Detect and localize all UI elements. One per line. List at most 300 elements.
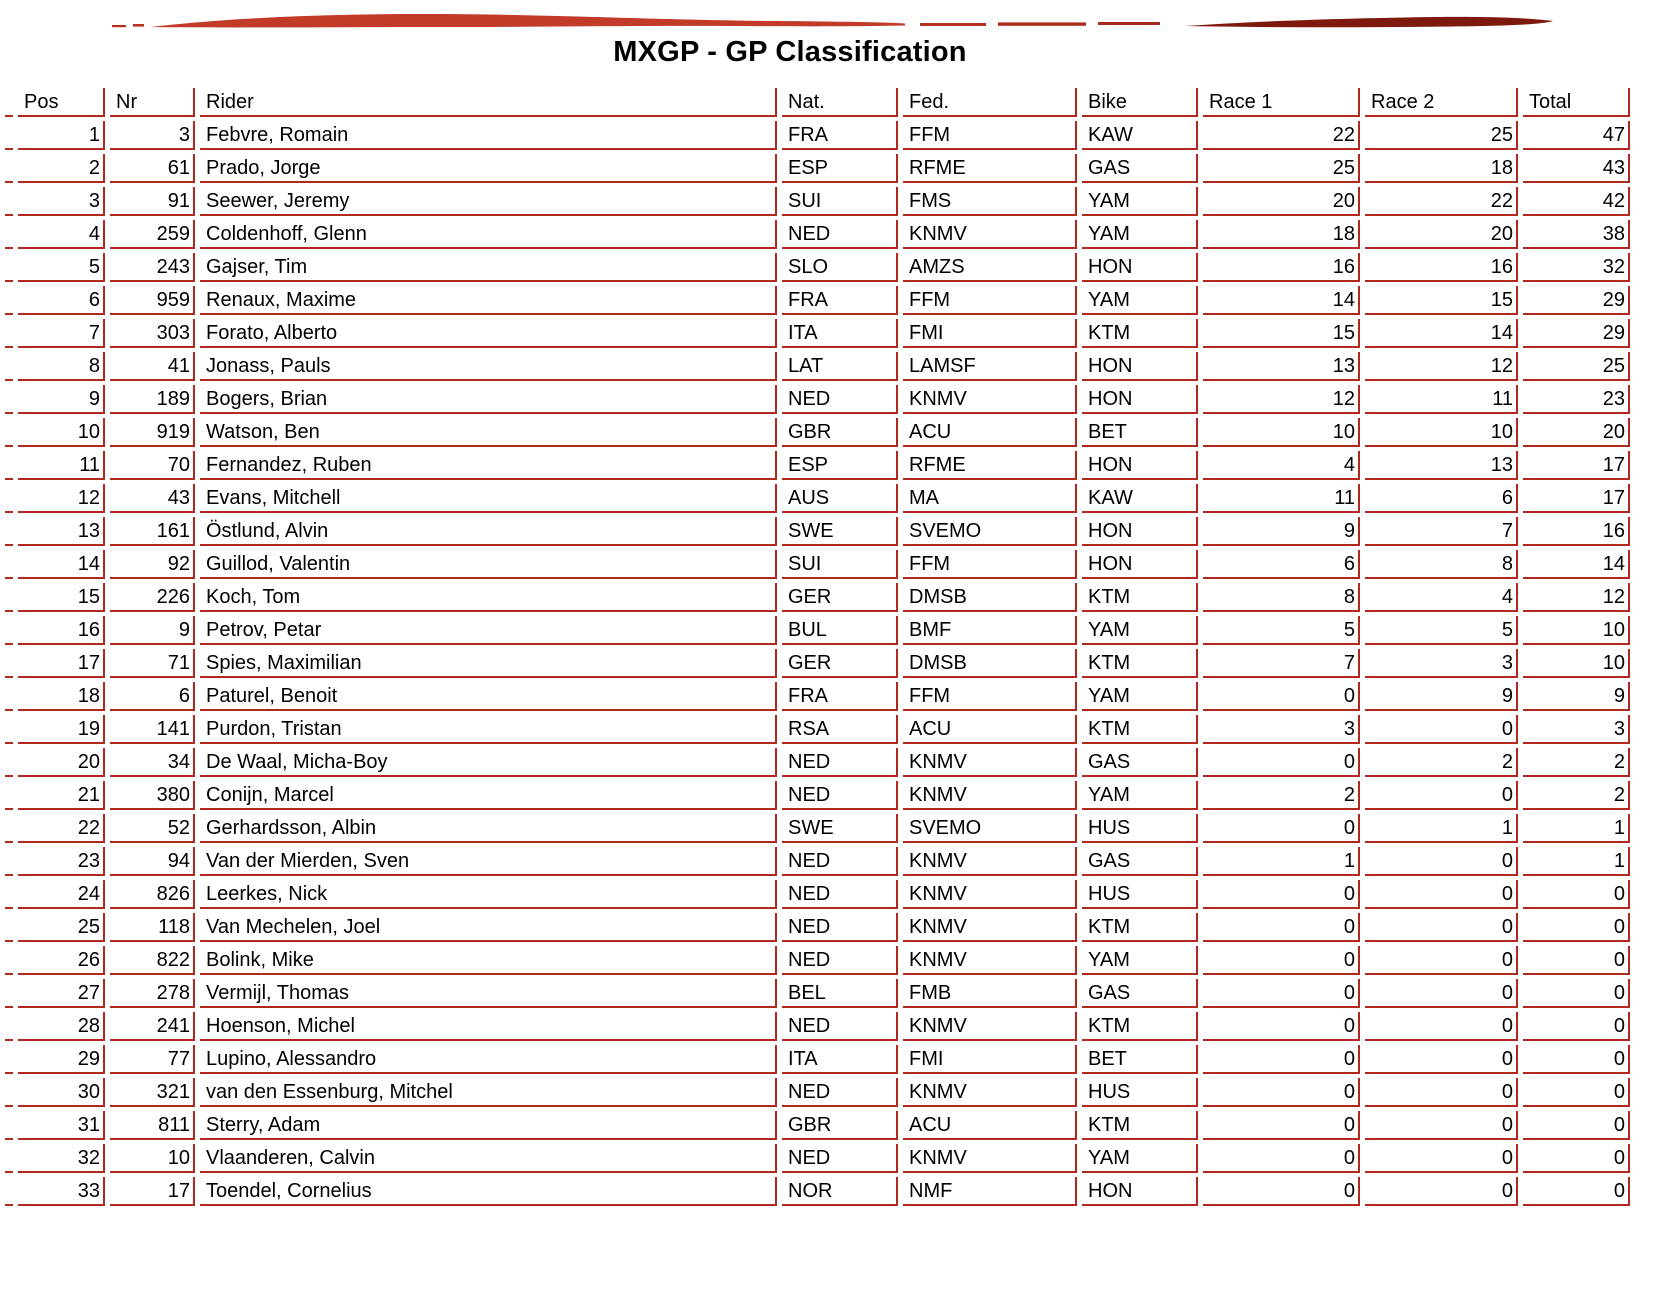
cell-total: 14: [1523, 550, 1630, 579]
table-row: [5, 880, 1630, 909]
cell-fed: FFM: [903, 682, 1077, 711]
cell-rider: Hoenson, Michel: [200, 1012, 777, 1041]
cell-race2: 0: [1365, 1078, 1518, 1107]
brush-stroke-graphic: [0, 0, 1658, 36]
cell-pos: 31: [18, 1111, 105, 1140]
cell-race1: 6: [1203, 550, 1360, 579]
cell-race2: 0: [1365, 715, 1518, 744]
cell-nr: 34: [110, 748, 195, 777]
cell-nr: 303: [110, 319, 195, 348]
row-left-stub: [5, 517, 13, 546]
cell-total: 3: [1523, 715, 1630, 744]
cell-race2: 0: [1365, 913, 1518, 942]
cell-race2: 16: [1365, 253, 1518, 282]
cell-total: 23: [1523, 385, 1630, 414]
cell-race2: 0: [1365, 1111, 1518, 1140]
cell-pos: 14: [18, 550, 105, 579]
table-row: [5, 979, 1630, 1008]
cell-pos: 12: [18, 484, 105, 513]
cell-pos: 8: [18, 352, 105, 381]
cell-nr: 41: [110, 352, 195, 381]
cell-bike: YAM: [1082, 616, 1198, 645]
cell-race2: 5: [1365, 616, 1518, 645]
table-row: [5, 550, 1630, 579]
classification-table: [0, 84, 1635, 1210]
cell-nr: 259: [110, 220, 195, 249]
cell-bike: YAM: [1082, 682, 1198, 711]
cell-bike: HON: [1082, 1177, 1198, 1206]
cell-pos: 19: [18, 715, 105, 744]
cell-nat: NED: [782, 1144, 898, 1173]
cell-total: 12: [1523, 583, 1630, 612]
cell-rider: Seewer, Jeremy: [200, 187, 777, 216]
table-row: [5, 649, 1630, 678]
row-left-stub: [5, 616, 13, 645]
cell-bike: KTM: [1082, 715, 1198, 744]
cell-nat: SWE: [782, 814, 898, 843]
cell-fed: FMI: [903, 319, 1077, 348]
cell-race2: 4: [1365, 583, 1518, 612]
cell-rider: Conijn, Marcel: [200, 781, 777, 810]
cell-rider: Paturel, Benoit: [200, 682, 777, 711]
cell-race2: 11: [1365, 385, 1518, 414]
cell-nr: 321: [110, 1078, 195, 1107]
table-row: [5, 385, 1630, 414]
cell-pos: 29: [18, 1045, 105, 1074]
cell-rider: Toendel, Cornelius: [200, 1177, 777, 1206]
cell-rider: Coldenhoff, Glenn: [200, 220, 777, 249]
cell-race2: 8: [1365, 550, 1518, 579]
cell-total: 17: [1523, 484, 1630, 513]
cell-rider: Östlund, Alvin: [200, 517, 777, 546]
cell-total: 42: [1523, 187, 1630, 216]
table-row: [5, 781, 1630, 810]
cell-fed: NMF: [903, 1177, 1077, 1206]
cell-bike: BET: [1082, 1045, 1198, 1074]
cell-race2: 14: [1365, 319, 1518, 348]
cell-race1: 18: [1203, 220, 1360, 249]
cell-nr: 70: [110, 451, 195, 480]
cell-race2: 13: [1365, 451, 1518, 480]
table-row: [5, 253, 1630, 282]
cell-nat: SUI: [782, 550, 898, 579]
cell-race1: 20: [1203, 187, 1360, 216]
cell-fed: LAMSF: [903, 352, 1077, 381]
table-row: [5, 517, 1630, 546]
row-left-stub: [5, 979, 13, 1008]
cell-rider: Leerkes, Nick: [200, 880, 777, 909]
cell-nr: 43: [110, 484, 195, 513]
cell-race2: 15: [1365, 286, 1518, 315]
cell-nat: SWE: [782, 517, 898, 546]
cell-pos: 18: [18, 682, 105, 711]
cell-bike: YAM: [1082, 1144, 1198, 1173]
cell-total: 10: [1523, 649, 1630, 678]
cell-race1: 11: [1203, 484, 1360, 513]
row-left-stub: [5, 781, 13, 810]
cell-race1: 0: [1203, 946, 1360, 975]
cell-race1: 7: [1203, 649, 1360, 678]
cell-pos: 4: [18, 220, 105, 249]
cell-nr: 118: [110, 913, 195, 942]
column-header-nr: Nr: [110, 88, 195, 117]
cell-pos: 28: [18, 1012, 105, 1041]
cell-race1: 12: [1203, 385, 1360, 414]
cell-rider: Gerhardsson, Albin: [200, 814, 777, 843]
cell-fed: KNMV: [903, 1078, 1077, 1107]
cell-race1: 0: [1203, 814, 1360, 843]
column-header-race2: Race 2: [1365, 88, 1518, 117]
cell-total: 0: [1523, 880, 1630, 909]
table-row: [5, 121, 1630, 150]
cell-bike: HUS: [1082, 1078, 1198, 1107]
cell-fed: ACU: [903, 418, 1077, 447]
cell-nr: 959: [110, 286, 195, 315]
column-header-pos: Pos: [18, 88, 105, 117]
cell-race1: 9: [1203, 517, 1360, 546]
table-row: [5, 616, 1630, 645]
column-header-nat: Nat.: [782, 88, 898, 117]
cell-race2: 3: [1365, 649, 1518, 678]
row-left-stub: [5, 352, 13, 381]
cell-total: 0: [1523, 946, 1630, 975]
cell-fed: KNMV: [903, 1144, 1077, 1173]
row-left-stub: [5, 814, 13, 843]
cell-race2: 0: [1365, 946, 1518, 975]
row-left-stub: [5, 682, 13, 711]
cell-rider: Jonass, Pauls: [200, 352, 777, 381]
cell-race1: 0: [1203, 1078, 1360, 1107]
cell-total: 1: [1523, 814, 1630, 843]
cell-total: 20: [1523, 418, 1630, 447]
table-row: [5, 220, 1630, 249]
table-row: [5, 187, 1630, 216]
cell-race2: 0: [1365, 979, 1518, 1008]
cell-nr: 3: [110, 121, 195, 150]
row-left-stub: [5, 847, 13, 876]
cell-nat: FRA: [782, 682, 898, 711]
cell-total: 47: [1523, 121, 1630, 150]
cell-race1: 16: [1203, 253, 1360, 282]
cell-pos: 10: [18, 418, 105, 447]
cell-fed: FMI: [903, 1045, 1077, 1074]
cell-race2: 2: [1365, 748, 1518, 777]
cell-total: 25: [1523, 352, 1630, 381]
cell-nat: GBR: [782, 1111, 898, 1140]
cell-nat: GBR: [782, 418, 898, 447]
cell-rider: van den Essenburg, Mitchel: [200, 1078, 777, 1107]
cell-race1: 2: [1203, 781, 1360, 810]
cell-rider: Van Mechelen, Joel: [200, 913, 777, 942]
cell-nr: 811: [110, 1111, 195, 1140]
cell-fed: RFME: [903, 154, 1077, 183]
cell-nat: NED: [782, 880, 898, 909]
cell-bike: YAM: [1082, 187, 1198, 216]
cell-fed: KNMV: [903, 880, 1077, 909]
cell-bike: YAM: [1082, 220, 1198, 249]
cell-rider: Purdon, Tristan: [200, 715, 777, 744]
cell-total: 16: [1523, 517, 1630, 546]
cell-fed: KNMV: [903, 946, 1077, 975]
cell-pos: 15: [18, 583, 105, 612]
table-row: [5, 1177, 1630, 1206]
row-left-stub: [5, 154, 13, 183]
cell-nr: 919: [110, 418, 195, 447]
cell-total: 10: [1523, 616, 1630, 645]
cell-fed: AMZS: [903, 253, 1077, 282]
cell-race1: 0: [1203, 1177, 1360, 1206]
cell-nr: 141: [110, 715, 195, 744]
column-header-rider: Rider: [200, 88, 777, 117]
row-left-stub: [5, 1177, 13, 1206]
table-row: [5, 1111, 1630, 1140]
cell-nat: ITA: [782, 319, 898, 348]
cell-race2: 20: [1365, 220, 1518, 249]
cell-fed: RFME: [903, 451, 1077, 480]
cell-race1: 4: [1203, 451, 1360, 480]
cell-rider: Renaux, Maxime: [200, 286, 777, 315]
cell-bike: HON: [1082, 451, 1198, 480]
cell-rider: Evans, Mitchell: [200, 484, 777, 513]
cell-race2: 22: [1365, 187, 1518, 216]
cell-nr: 278: [110, 979, 195, 1008]
cell-pos: 21: [18, 781, 105, 810]
cell-rider: Petrov, Petar: [200, 616, 777, 645]
cell-pos: 3: [18, 187, 105, 216]
table-row: [5, 715, 1630, 744]
table-row: [5, 484, 1630, 513]
table-row: [5, 1078, 1630, 1107]
column-header-fed: Fed.: [903, 88, 1077, 117]
cell-fed: BMF: [903, 616, 1077, 645]
cell-fed: MA: [903, 484, 1077, 513]
table-row: [5, 946, 1630, 975]
cell-rider: Watson, Ben: [200, 418, 777, 447]
cell-race2: 0: [1365, 1012, 1518, 1041]
row-left-stub: [5, 1144, 13, 1173]
table-row: [5, 352, 1630, 381]
row-left-stub: [5, 385, 13, 414]
cell-pos: 33: [18, 1177, 105, 1206]
cell-rider: Febvre, Romain: [200, 121, 777, 150]
cell-race1: 0: [1203, 1045, 1360, 1074]
row-left-stub: [5, 715, 13, 744]
cell-total: 2: [1523, 781, 1630, 810]
cell-race1: 14: [1203, 286, 1360, 315]
cell-bike: KTM: [1082, 1111, 1198, 1140]
cell-nat: NED: [782, 946, 898, 975]
row-left-stub: [5, 649, 13, 678]
cell-pos: 7: [18, 319, 105, 348]
cell-race2: 0: [1365, 1144, 1518, 1173]
cell-total: 0: [1523, 1012, 1630, 1041]
cell-race2: 7: [1365, 517, 1518, 546]
row-left-stub: [5, 1045, 13, 1074]
cell-nat: FRA: [782, 286, 898, 315]
cell-fed: DMSB: [903, 583, 1077, 612]
cell-race2: 10: [1365, 418, 1518, 447]
cell-fed: KNMV: [903, 847, 1077, 876]
row-left-stub: [5, 946, 13, 975]
cell-total: 0: [1523, 1111, 1630, 1140]
cell-pos: 23: [18, 847, 105, 876]
cell-nr: 94: [110, 847, 195, 876]
cell-fed: KNMV: [903, 220, 1077, 249]
cell-pos: 2: [18, 154, 105, 183]
table-row: [5, 286, 1630, 315]
row-left-stub: [5, 748, 13, 777]
table-row: [5, 1012, 1630, 1041]
cell-nat: NED: [782, 220, 898, 249]
row-left-stub: [5, 253, 13, 282]
row-left-stub: [5, 1012, 13, 1041]
row-left-stub: [5, 88, 13, 117]
cell-nr: 52: [110, 814, 195, 843]
cell-nat: SLO: [782, 253, 898, 282]
cell-race2: 0: [1365, 1177, 1518, 1206]
cell-nat: GER: [782, 583, 898, 612]
cell-pos: 13: [18, 517, 105, 546]
cell-race1: 0: [1203, 682, 1360, 711]
cell-nat: NOR: [782, 1177, 898, 1206]
cell-total: 17: [1523, 451, 1630, 480]
cell-nat: BUL: [782, 616, 898, 645]
cell-pos: 26: [18, 946, 105, 975]
cell-total: 2: [1523, 748, 1630, 777]
cell-race1: 3: [1203, 715, 1360, 744]
cell-nat: NED: [782, 913, 898, 942]
cell-nat: NED: [782, 385, 898, 414]
row-left-stub: [5, 220, 13, 249]
cell-fed: KNMV: [903, 781, 1077, 810]
cell-nr: 161: [110, 517, 195, 546]
cell-pos: 27: [18, 979, 105, 1008]
cell-bike: HON: [1082, 352, 1198, 381]
cell-nr: 9: [110, 616, 195, 645]
cell-rider: Koch, Tom: [200, 583, 777, 612]
cell-nr: 6: [110, 682, 195, 711]
cell-total: 29: [1523, 286, 1630, 315]
table-row: [5, 154, 1630, 183]
row-left-stub: [5, 187, 13, 216]
cell-nr: 226: [110, 583, 195, 612]
cell-fed: FFM: [903, 121, 1077, 150]
cell-race1: 10: [1203, 418, 1360, 447]
cell-nat: FRA: [782, 121, 898, 150]
cell-fed: FFM: [903, 550, 1077, 579]
cell-race2: 0: [1365, 781, 1518, 810]
cell-bike: YAM: [1082, 946, 1198, 975]
cell-bike: YAM: [1082, 781, 1198, 810]
cell-fed: KNMV: [903, 748, 1077, 777]
cell-bike: KTM: [1082, 583, 1198, 612]
row-left-stub: [5, 913, 13, 942]
cell-nr: 91: [110, 187, 195, 216]
cell-race2: 18: [1365, 154, 1518, 183]
cell-race1: 8: [1203, 583, 1360, 612]
cell-rider: Gajser, Tim: [200, 253, 777, 282]
column-header-total: Total: [1523, 88, 1630, 117]
cell-total: 43: [1523, 154, 1630, 183]
row-left-stub: [5, 484, 13, 513]
cell-nat: BEL: [782, 979, 898, 1008]
row-left-stub: [5, 550, 13, 579]
cell-pos: 11: [18, 451, 105, 480]
cell-bike: HON: [1082, 550, 1198, 579]
cell-bike: KAW: [1082, 121, 1198, 150]
cell-nr: 826: [110, 880, 195, 909]
cell-nr: 71: [110, 649, 195, 678]
cell-bike: HUS: [1082, 814, 1198, 843]
cell-race1: 0: [1203, 1144, 1360, 1173]
cell-fed: FMB: [903, 979, 1077, 1008]
row-left-stub: [5, 286, 13, 315]
cell-nr: 77: [110, 1045, 195, 1074]
cell-pos: 20: [18, 748, 105, 777]
cell-nat: NED: [782, 847, 898, 876]
cell-race1: 0: [1203, 1111, 1360, 1140]
header-row: [5, 88, 1630, 117]
cell-rider: Vlaanderen, Calvin: [200, 1144, 777, 1173]
cell-bike: KTM: [1082, 1012, 1198, 1041]
cell-bike: GAS: [1082, 847, 1198, 876]
cell-total: 0: [1523, 979, 1630, 1008]
cell-race1: 0: [1203, 1012, 1360, 1041]
row-left-stub: [5, 451, 13, 480]
table-body: [5, 121, 1630, 1206]
table-row: [5, 682, 1630, 711]
table-row: [5, 418, 1630, 447]
row-left-stub: [5, 418, 13, 447]
cell-bike: KTM: [1082, 319, 1198, 348]
column-header-race1: Race 1: [1203, 88, 1360, 117]
row-left-stub: [5, 319, 13, 348]
cell-total: 0: [1523, 913, 1630, 942]
row-left-stub: [5, 1078, 13, 1107]
cell-total: 0: [1523, 1078, 1630, 1107]
cell-pos: 9: [18, 385, 105, 414]
cell-bike: YAM: [1082, 286, 1198, 315]
cell-nat: NED: [782, 781, 898, 810]
cell-rider: Van der Mierden, Sven: [200, 847, 777, 876]
cell-total: 0: [1523, 1177, 1630, 1206]
cell-race2: 9: [1365, 682, 1518, 711]
table-row: [5, 319, 1630, 348]
cell-nr: 822: [110, 946, 195, 975]
cell-bike: KAW: [1082, 484, 1198, 513]
cell-nat: RSA: [782, 715, 898, 744]
cell-pos: 22: [18, 814, 105, 843]
cell-rider: Sterry, Adam: [200, 1111, 777, 1140]
row-left-stub: [5, 583, 13, 612]
cell-nr: 189: [110, 385, 195, 414]
cell-race1: 25: [1203, 154, 1360, 183]
cell-race1: 5: [1203, 616, 1360, 645]
cell-bike: KTM: [1082, 913, 1198, 942]
cell-pos: 6: [18, 286, 105, 315]
cell-bike: HUS: [1082, 880, 1198, 909]
cell-race1: 0: [1203, 913, 1360, 942]
cell-nr: 17: [110, 1177, 195, 1206]
cell-rider: Guillod, Valentin: [200, 550, 777, 579]
cell-rider: Spies, Maximilian: [200, 649, 777, 678]
cell-pos: 24: [18, 880, 105, 909]
cell-nat: AUS: [782, 484, 898, 513]
cell-nat: NED: [782, 748, 898, 777]
cell-bike: BET: [1082, 418, 1198, 447]
cell-nat: NED: [782, 1078, 898, 1107]
cell-total: 0: [1523, 1144, 1630, 1173]
